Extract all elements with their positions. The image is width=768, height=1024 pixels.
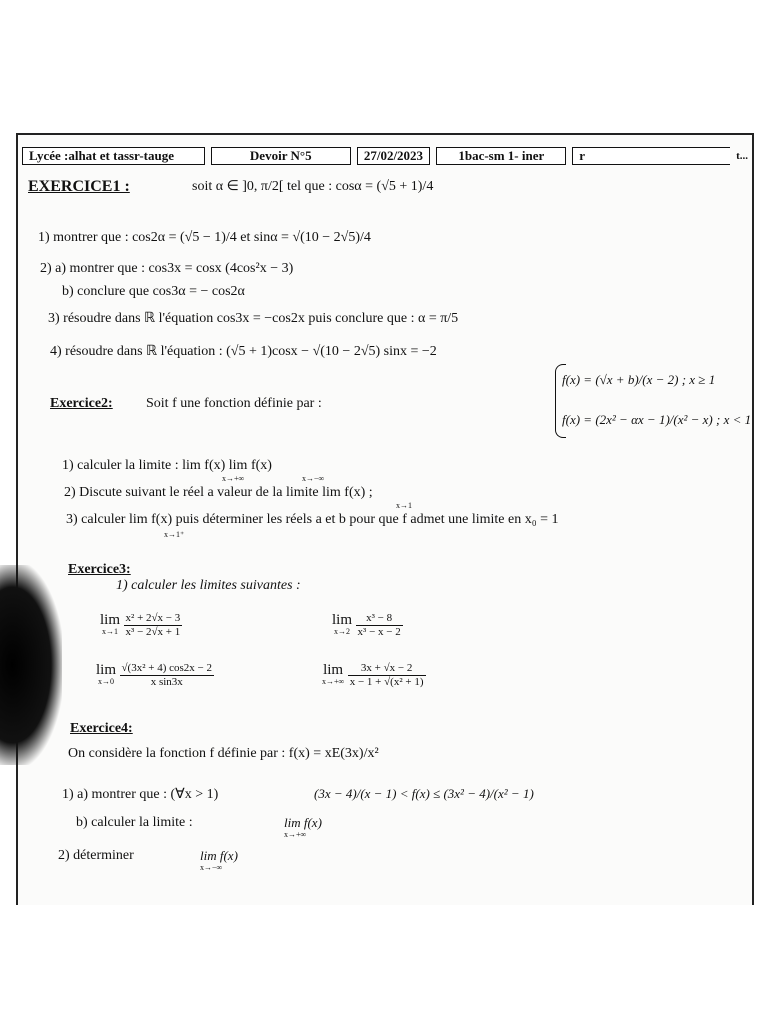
- lim-label: lim: [323, 661, 344, 678]
- exam-header: [22, 146, 748, 166]
- limit-4: [322, 662, 426, 689]
- ex4-intro: On considère la fonction f définie par : f(x) = xE(3x)/x²: [68, 746, 379, 761]
- ex4-q1a: 1) a) montrer que : (∀x > 1): [62, 787, 219, 802]
- ex4-q2-sub: x→−∞: [200, 863, 223, 872]
- lim-label: lim: [100, 611, 121, 628]
- ex2-intro: Soit f une fonction définie par :: [146, 396, 322, 411]
- header-right: t...: [736, 150, 749, 162]
- ex1-q2b: b) conclure que cos3α = − cos2α: [62, 284, 245, 299]
- header-class: 1bac-sm 1- iner: [436, 147, 566, 165]
- ex4-q1a-expr: (3x − 4)/(x − 1) < f(x) ≤ (3x² − 4)/(x² − 1): [314, 786, 534, 801]
- header-school: Lycée :alhat et tassr-tauge: [22, 147, 205, 165]
- ex4-q1b-sub: x→+∞: [284, 830, 307, 839]
- lim-sub: x→0: [98, 676, 114, 686]
- ex1-title: EXERCICE1 :: [28, 178, 130, 195]
- finger-shadow: [0, 565, 62, 765]
- numerator: x³ − 8: [356, 612, 403, 626]
- denominator: x − 1 + √(x² + 1): [349, 676, 424, 688]
- ex2-q3: 3) calculer lim f(x) puis déterminer les réels a et b pour que f admet une limite en x₀ = 1: [66, 512, 559, 527]
- limit-1: [100, 612, 182, 639]
- ex2-q1-sub2: x→−∞: [302, 474, 325, 483]
- ex1-q4: 4) résoudre dans ℝ l'équation : (√5 + 1)cosx − √(10 − 2√5) sinx = −2: [50, 344, 437, 359]
- ex3-intro: 1) calculer les limites suivantes :: [116, 578, 301, 593]
- lim-sub: x→+∞: [322, 676, 345, 686]
- ex4-q2: 2) déterminer: [58, 848, 134, 863]
- header-extra: r: [572, 147, 730, 165]
- lim-sub: x→1: [102, 626, 118, 636]
- ex4-q2-expr: lim f(x): [200, 848, 238, 863]
- ex4-q1b: b) calculer la limite :: [76, 815, 193, 830]
- denominator: x sin3x: [150, 676, 183, 688]
- ex2-title: Exercice2:: [50, 396, 113, 411]
- lim-label: lim: [96, 661, 117, 678]
- ex2-case1: f(x) = (√x + b)/(x − 2) ; x ≥ 1: [562, 372, 716, 387]
- ex3-title: Exercice3:: [68, 562, 131, 577]
- numerator: 3x + √x − 2: [348, 662, 426, 676]
- lim-label: lim: [332, 611, 353, 628]
- ex2-q1: 1) calculer la limite : lim f(x) lim f(x): [62, 458, 272, 473]
- ex2-q2-sub: x→1: [396, 501, 412, 510]
- denominator: x³ − 2√x + 1: [125, 626, 181, 638]
- header-date: 27/02/2023: [357, 147, 431, 165]
- header-devoir: Devoir N°5: [211, 147, 351, 165]
- numerator: x² + 2√x − 3: [125, 612, 181, 624]
- numerator: √(3x² + 4) cos2x − 2: [121, 662, 212, 674]
- ex2-case2: f(x) = (2x² − αx − 1)/(x² − x) ; x < 1: [562, 412, 752, 427]
- lim-sub: x→2: [334, 626, 350, 636]
- denominator: x³ − x − 2: [357, 626, 401, 638]
- ex1-q3: 3) résoudre dans ℝ l'équation cos3x = −cos2x puis conclure que : α = π/5: [48, 311, 459, 326]
- limit-2: [332, 612, 403, 639]
- ex2-q3-sub: x→1⁺: [164, 530, 185, 539]
- ex4-q1b-expr: lim f(x): [284, 815, 322, 830]
- ex2-q1-sub1: x→+∞: [222, 474, 245, 483]
- ex1-intro: soit α ∈ ]0, π/2[ tel que : cosα = (√5 + 1)/4: [192, 179, 434, 194]
- ex1-q1: 1) montrer que : cos2α = (√5 − 1)/4 et sinα = √(10 − 2√5)/4: [38, 230, 371, 245]
- ex2-q2: 2) Discute suivant le réel a valeur de la limite lim f(x) ;: [64, 485, 373, 500]
- ex4-title: Exercice4:: [70, 721, 133, 736]
- ex1-q2a: 2) a) montrer que : cos3x = cosx (4cos²x − 3): [40, 261, 294, 276]
- limit-3: [96, 662, 214, 689]
